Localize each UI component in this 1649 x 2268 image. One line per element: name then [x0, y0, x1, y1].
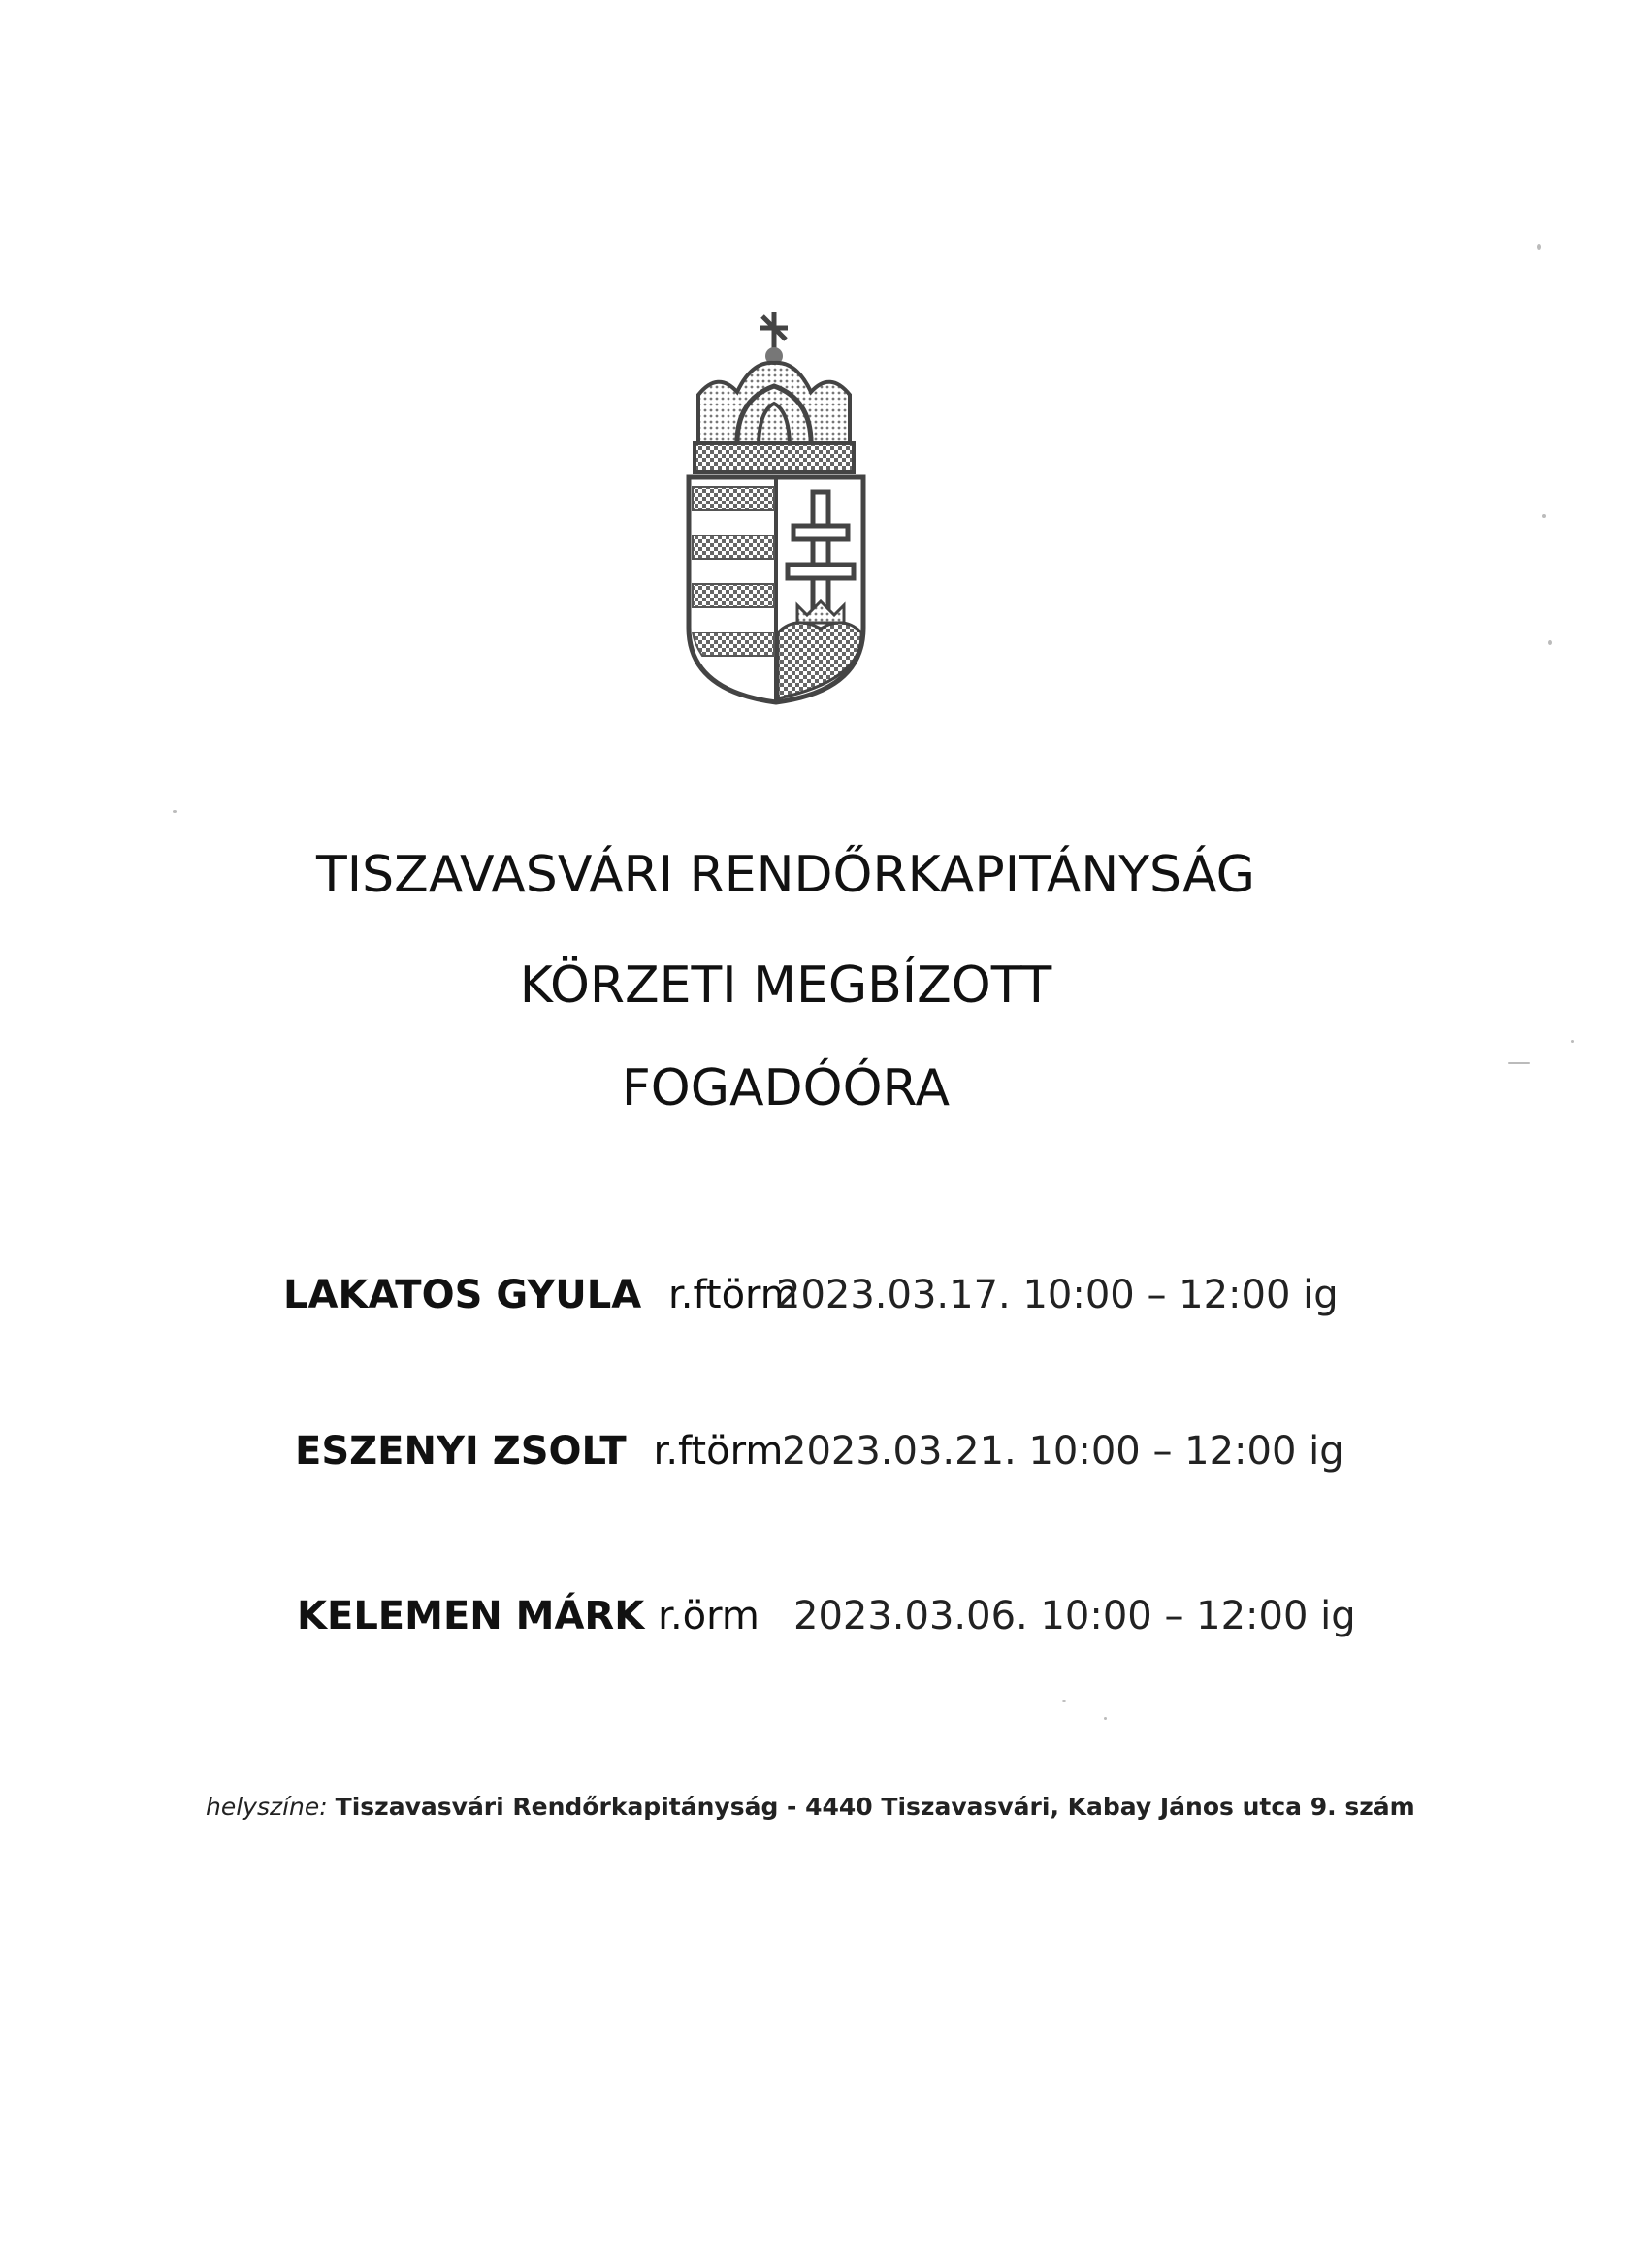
location-label: helyszíne: — [206, 1793, 328, 1821]
scan-speck — [173, 810, 177, 813]
officer-rank: r.ftörm — [668, 1273, 798, 1317]
officer-schedule: 2023.03.17. 10:00 – 12:00 ig — [776, 1273, 1339, 1317]
officer-name: ESZENYI ZSOLT — [295, 1429, 627, 1474]
officer-person — [283, 1273, 798, 1317]
scan-speck — [1508, 1062, 1530, 1064]
office-title: TISZAVASVÁRI RENDŐRKAPITÁNYSÁG — [316, 846, 1255, 904]
event-title: FOGADÓÓRA — [621, 1059, 951, 1118]
scan-speck — [1062, 1700, 1066, 1702]
officer-row — [0, 1429, 1649, 1487]
officer-schedule: 2023.03.21. 10:00 – 12:00 ig — [782, 1429, 1344, 1474]
location-line — [206, 1793, 1415, 1821]
officer-person — [295, 1429, 783, 1474]
scan-speck — [1104, 1717, 1107, 1720]
scan-speck — [1548, 640, 1552, 645]
officer-name: KELEMEN MÁRK — [297, 1594, 645, 1638]
officer-row — [0, 1594, 1649, 1652]
scan-speck — [1542, 514, 1546, 518]
scan-speck — [1537, 244, 1541, 250]
role-title: KÖRZETI MEGBÍZOTT — [519, 956, 1052, 1015]
officer-person — [297, 1594, 760, 1638]
scan-speck — [1571, 1040, 1574, 1043]
hungarian-coat-of-arms-icon — [679, 303, 883, 710]
officer-rank: r.örm — [658, 1594, 760, 1638]
officer-schedule: 2023.03.06. 10:00 – 12:00 ig — [793, 1594, 1356, 1638]
location-address: Tiszavasvári Rendőrkapitányság - 4440 Tiszavasvári, Kabay János utca 9. szám — [335, 1793, 1415, 1821]
officer-rank: r.ftörm — [653, 1429, 784, 1474]
officer-name: LAKATOS GYULA — [283, 1273, 642, 1317]
officer-row — [0, 1273, 1649, 1331]
